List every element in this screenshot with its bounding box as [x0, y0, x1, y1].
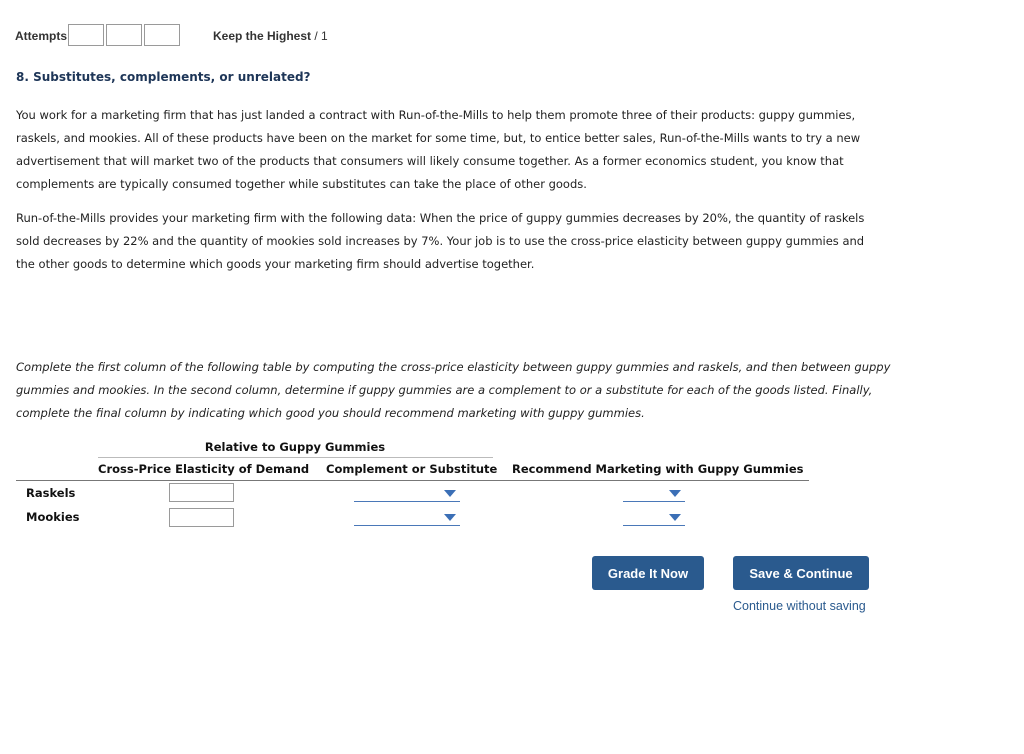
- mookies-elasticity-input[interactable]: [169, 508, 234, 527]
- keep-highest: [213, 29, 328, 43]
- raskels-elasticity-input[interactable]: [169, 483, 234, 502]
- column-header-recommend: Recommend Marketing with Guppy Gummies: [512, 462, 804, 476]
- column-header-elasticity: Cross-Price Elasticity of Demand: [98, 462, 310, 476]
- chevron-down-icon: [669, 514, 681, 521]
- question-paragraph-2: Run-of-the-Mills provides your marketing firm with the following data: When the price of guppy gummies decreases by 20%, the quantity of raskels sold decreases by 22% and the quantity of mookies sold increases by 7%. Your job is to use the cross-price elasticity between guppy gummies and the other goods to determine which goods your marketing firm should advertise together.: [16, 211, 865, 271]
- chevron-down-icon: [669, 490, 681, 497]
- table-header-divider: [16, 480, 809, 481]
- column-header-complement: Complement or Substitute: [326, 462, 498, 476]
- attempts-label: Attempts: [15, 29, 68, 43]
- mookies-recommend-dropdown[interactable]: [623, 508, 685, 526]
- attempt-box-3: [144, 24, 180, 46]
- grade-it-now-button[interactable]: Grade It Now: [592, 556, 704, 590]
- mookies-complement-dropdown[interactable]: [354, 508, 460, 526]
- attempt-box-2: [106, 24, 142, 46]
- keep-highest-label: Keep the Highest: [213, 29, 312, 43]
- row-label-mookies: Mookies: [26, 510, 80, 524]
- save-and-continue-button[interactable]: Save & Continue: [733, 556, 869, 590]
- attempt-box-1: [68, 24, 104, 46]
- raskels-recommend-dropdown[interactable]: [623, 484, 685, 502]
- group-header-divider: [98, 457, 493, 458]
- chevron-down-icon: [444, 490, 456, 497]
- keep-highest-score: / 1: [311, 29, 328, 43]
- raskels-complement-dropdown[interactable]: [354, 484, 460, 502]
- continue-without-saving-link[interactable]: Continue without saving: [733, 599, 866, 613]
- table-group-header: Relative to Guppy Gummies: [204, 440, 386, 454]
- chevron-down-icon: [444, 514, 456, 521]
- instructions-paragraph: Complete the first column of the following table by computing the cross-price elasticity between guppy gummies and raskels, and then between guppy gummies and mookies. In the second column, determine if guppy gummies are a complement to or a substitute for each of the goods listed. Finally, complete the final column by indicating which good you should recommend marketing with guppy gummies.: [16, 360, 891, 420]
- question-paragraph-1: You work for a marketing firm that has just landed a contract with Run-of-the-Mills to help them promote three of their products: guppy gummies, raskels, and mookies. All of these products have been on the market for some time, but, to entice better sales, Run-of-the-Mills wants to try a new advertisement that will market two of the products that consumers will likely consume together. As a former economics student, you know that complements are typically consumed together while substitutes can take the place of other goods.: [16, 108, 861, 191]
- question-title: 8. Substitutes, complements, or unrelated?: [16, 70, 311, 84]
- row-label-raskels: Raskels: [26, 486, 76, 500]
